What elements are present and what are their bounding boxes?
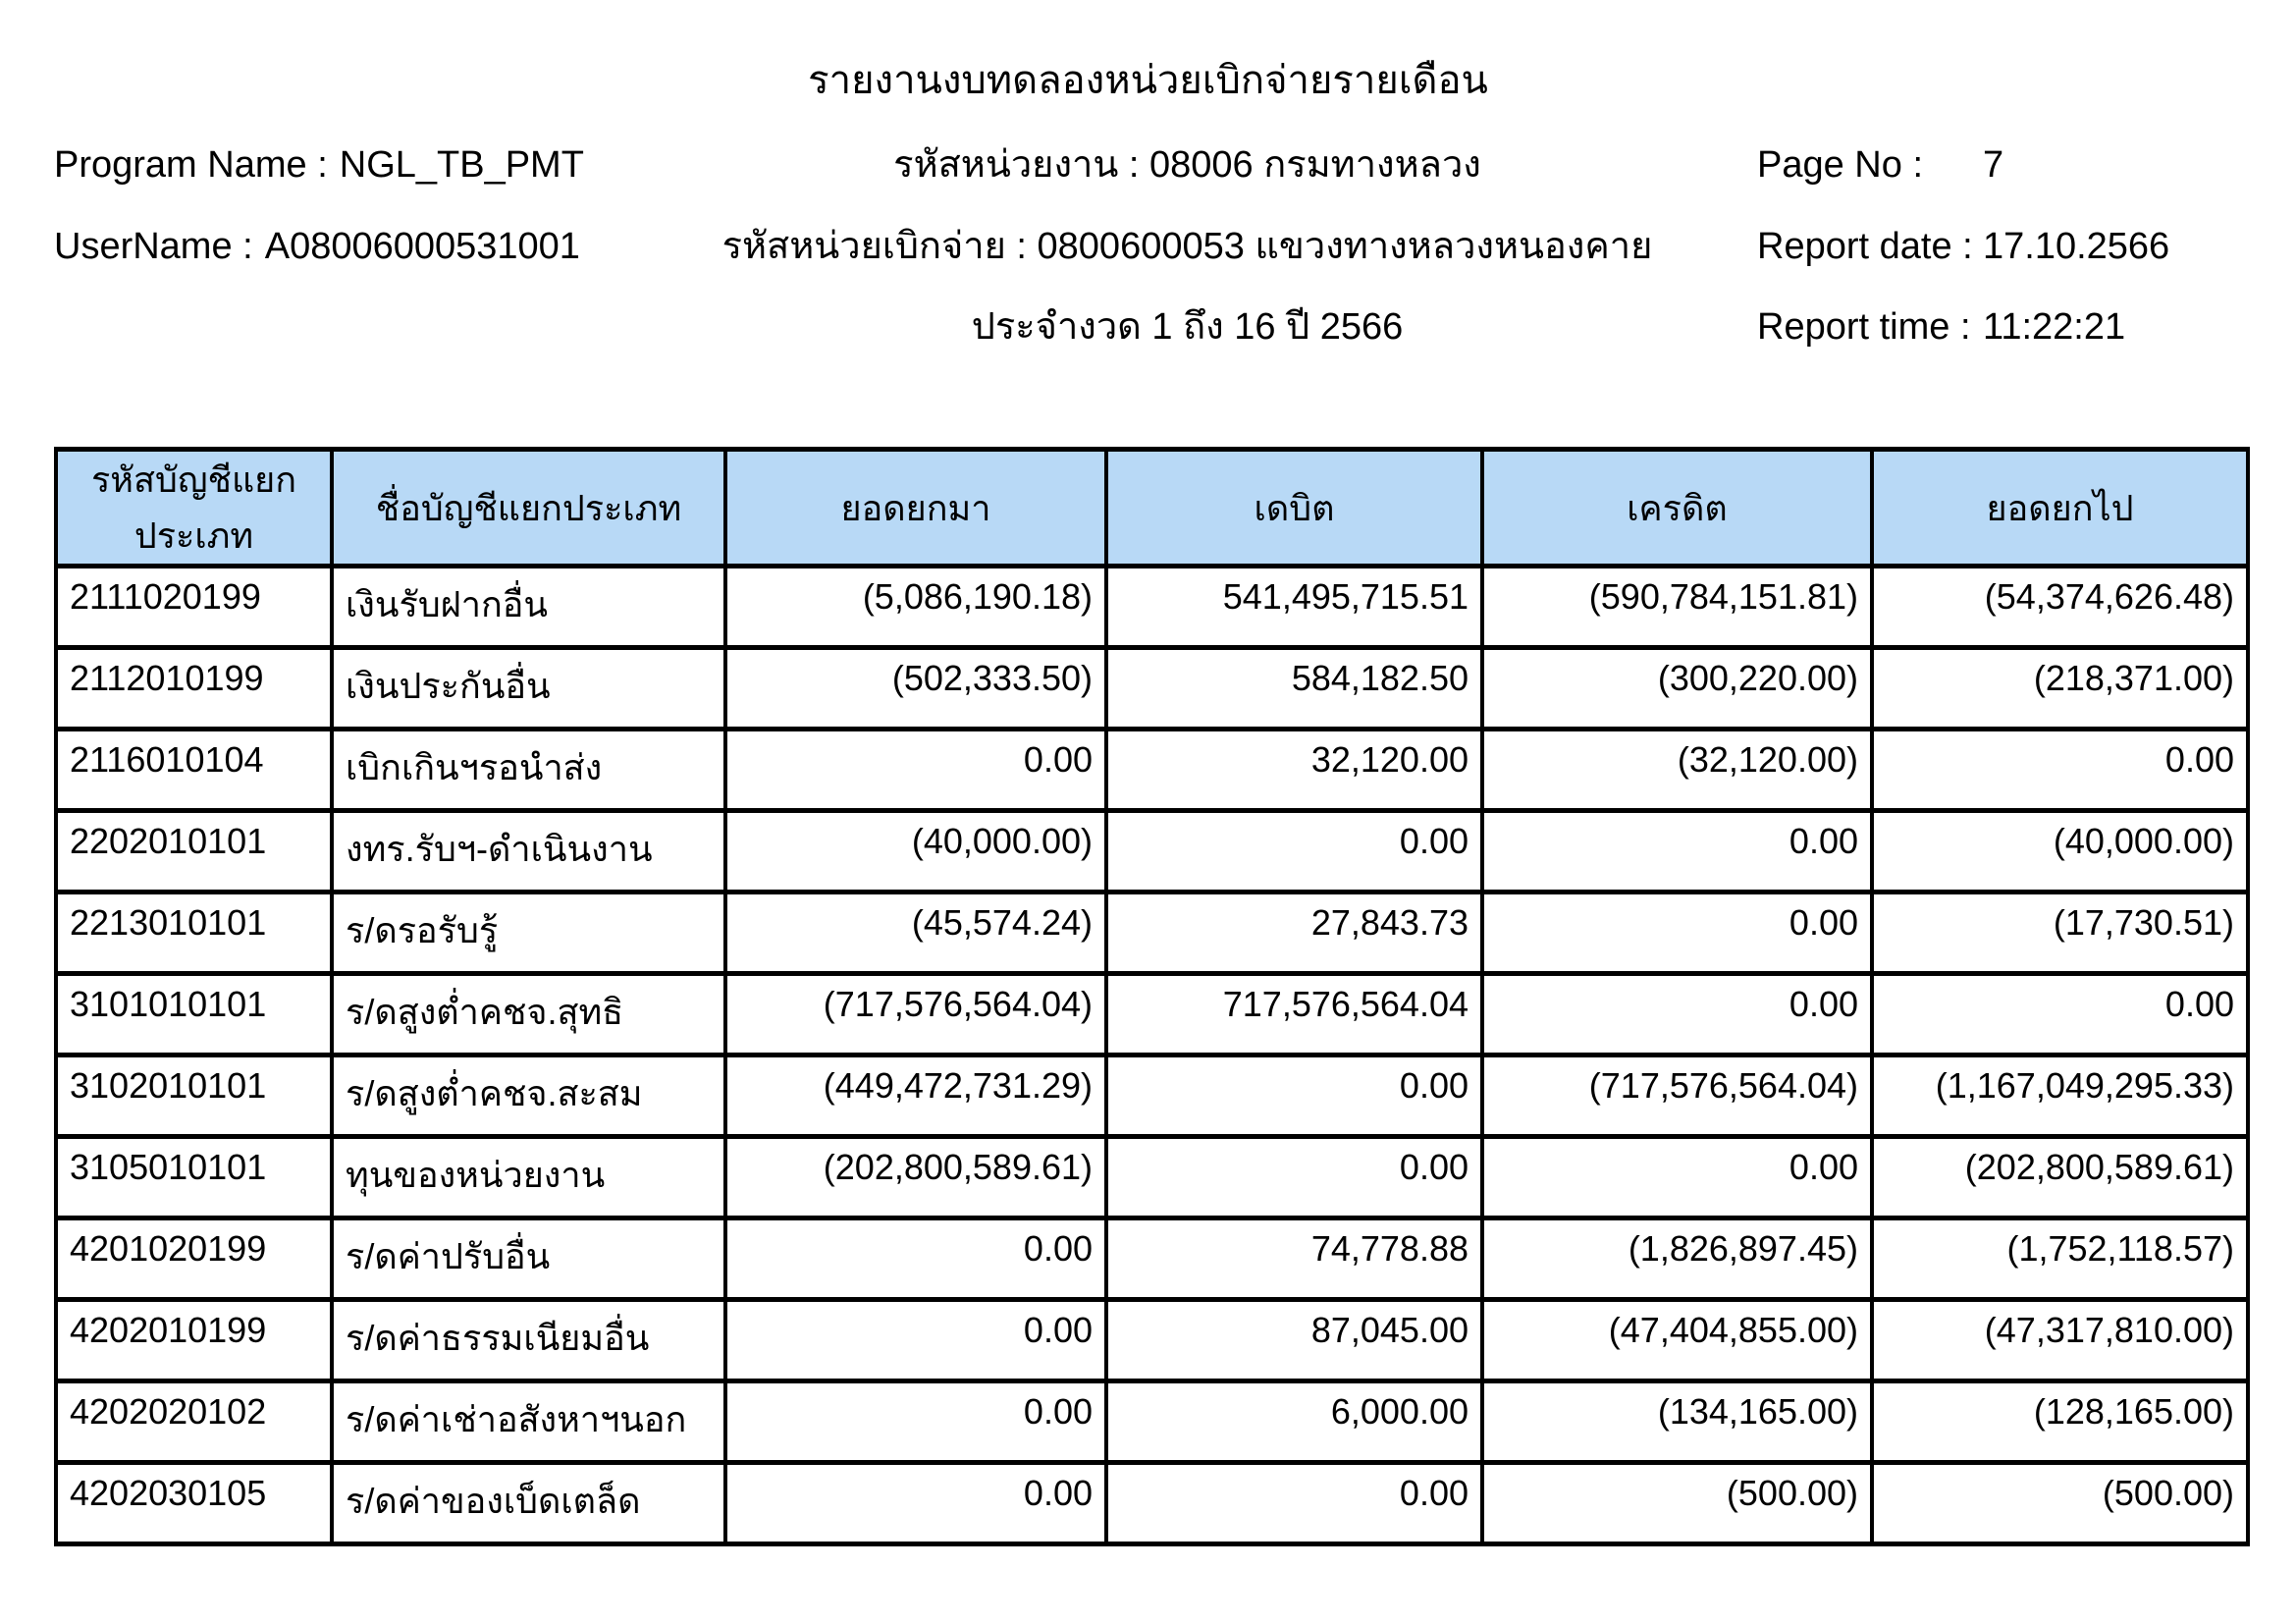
- col-header-opening-balance: ยอดยกมา: [725, 450, 1106, 567]
- report-date-label: Report date :: [1757, 226, 1973, 267]
- col-header-credit: เครดิต: [1482, 450, 1872, 567]
- debit-cell: 0.00: [1106, 1463, 1482, 1544]
- table-row: [56, 1463, 2248, 1544]
- report-time-label: Report time :: [1757, 306, 1971, 348]
- account-code-cell: 3101010101: [56, 974, 332, 1055]
- closing-balance-cell: (40,000.00): [1872, 811, 2248, 893]
- opening-balance-cell: (449,472,731.29): [725, 1055, 1106, 1137]
- table-body: [56, 567, 2248, 1544]
- table-row: [56, 974, 2248, 1055]
- credit-cell: 0.00: [1482, 893, 1872, 974]
- col-header-debit: เดบิต: [1106, 450, 1482, 567]
- opening-balance-cell: 0.00: [725, 1381, 1106, 1463]
- report-time-value: 11:22:21: [1983, 306, 2126, 348]
- period-line: ประจำงวด 1 ถึง 16 ปี 2566: [971, 306, 1404, 348]
- debit-cell: 32,120.00: [1106, 730, 1482, 811]
- account-code-cell: 2202010101: [56, 811, 332, 893]
- account-name-cell: เงินรับฝากอื่น: [332, 567, 725, 648]
- opening-balance-cell: (45,574.24): [725, 893, 1106, 974]
- credit-cell: 0.00: [1482, 811, 1872, 893]
- table-row: [56, 730, 2248, 811]
- debit-cell: 87,045.00: [1106, 1300, 1482, 1381]
- table-header-row: [56, 450, 2248, 567]
- account-code-cell: 2213010101: [56, 893, 332, 974]
- account-code-cell: 4202010199: [56, 1300, 332, 1381]
- closing-balance-cell: (500.00): [1872, 1463, 2248, 1544]
- account-name-cell: เงินประกันอื่น: [332, 648, 725, 730]
- page-no-label: Page No :: [1757, 144, 1923, 186]
- account-code-cell: 3102010101: [56, 1055, 332, 1137]
- credit-cell: (300,220.00): [1482, 648, 1872, 730]
- opening-balance-cell: 0.00: [725, 1218, 1106, 1300]
- debit-cell: 74,778.88: [1106, 1218, 1482, 1300]
- page-title: รายงานงบทดลองหน่วยเบิกจ่ายรายเดือน: [808, 59, 1488, 102]
- table-row: [56, 567, 2248, 648]
- credit-cell: (590,784,151.81): [1482, 567, 1872, 648]
- credit-cell: (717,576,564.04): [1482, 1055, 1872, 1137]
- closing-balance-cell: 0.00: [1872, 730, 2248, 811]
- debit-cell: 541,495,715.51: [1106, 567, 1482, 648]
- credit-cell: 0.00: [1482, 1137, 1872, 1218]
- account-code-cell: 2116010104: [56, 730, 332, 811]
- table-row: [56, 1381, 2248, 1463]
- closing-balance-cell: (47,317,810.00): [1872, 1300, 2248, 1381]
- credit-cell: (134,165.00): [1482, 1381, 1872, 1463]
- table-row: [56, 1218, 2248, 1300]
- credit-cell: (1,826,897.45): [1482, 1218, 1872, 1300]
- closing-balance-cell: (1,752,118.57): [1872, 1218, 2248, 1300]
- credit-cell: 0.00: [1482, 974, 1872, 1055]
- account-code-cell: 4202030105: [56, 1463, 332, 1544]
- closing-balance-cell: (218,371.00): [1872, 648, 2248, 730]
- credit-cell: (47,404,855.00): [1482, 1300, 1872, 1381]
- credit-cell: (32,120.00): [1482, 730, 1872, 811]
- account-name-cell: ร/ดค่าปรับอื่น: [332, 1218, 725, 1300]
- closing-balance-cell: 0.00: [1872, 974, 2248, 1055]
- closing-balance-cell: (54,374,626.48): [1872, 567, 2248, 648]
- closing-balance-cell: (128,165.00): [1872, 1381, 2248, 1463]
- debit-cell: 6,000.00: [1106, 1381, 1482, 1463]
- debit-cell: 0.00: [1106, 811, 1482, 893]
- program-name-label: Program Name :: [54, 144, 328, 186]
- account-code-cell: 4202020102: [56, 1381, 332, 1463]
- agency-code-line: รหัสหน่วยงาน : 08006 กรมทางหลวง: [893, 144, 1481, 186]
- col-header-closing-balance: ยอดยกไป: [1872, 450, 2248, 567]
- opening-balance-cell: 0.00: [725, 730, 1106, 811]
- account-code-cell: 4201020199: [56, 1218, 332, 1300]
- report-date-value: 17.10.2566: [1983, 226, 2170, 267]
- table-row: [56, 1300, 2248, 1381]
- account-name-cell: ร/ดสูงต่ำคชจ.สะสม: [332, 1055, 725, 1137]
- col-header-account-code: รหัสบัญชีแยกประเภท: [56, 450, 332, 567]
- closing-balance-cell: (17,730.51): [1872, 893, 2248, 974]
- account-name-cell: ร/ดสูงต่ำคชจ.สุทธิ: [332, 974, 725, 1055]
- opening-balance-cell: (717,576,564.04): [725, 974, 1106, 1055]
- table-row: [56, 811, 2248, 893]
- account-code-cell: 2112010199: [56, 648, 332, 730]
- page-no-value: 7: [1983, 144, 2004, 186]
- account-code-cell: 2111020199: [56, 567, 332, 648]
- debit-cell: 717,576,564.04: [1106, 974, 1482, 1055]
- table-row: [56, 648, 2248, 730]
- opening-balance-cell: (502,333.50): [725, 648, 1106, 730]
- username-label: UserName :: [54, 226, 253, 267]
- account-name-cell: ร/ดรอรับรู้: [332, 893, 725, 974]
- account-name-cell: ร/ดค่าเช่าอสังหาฯนอก: [332, 1381, 725, 1463]
- account-name-cell: ทุนของหน่วยงาน: [332, 1137, 725, 1218]
- closing-balance-cell: (1,167,049,295.33): [1872, 1055, 2248, 1137]
- account-name-cell: ร/ดค่าของเบ็ดเตล็ด: [332, 1463, 725, 1544]
- closing-balance-cell: (202,800,589.61): [1872, 1137, 2248, 1218]
- account-name-cell: งทร.รับฯ-ดำเนินงาน: [332, 811, 725, 893]
- opening-balance-cell: (202,800,589.61): [725, 1137, 1106, 1218]
- account-name-cell: ร/ดค่าธรรมเนียมอื่น: [332, 1300, 725, 1381]
- trial-balance-table: [54, 447, 2250, 1546]
- opening-balance-cell: 0.00: [725, 1300, 1106, 1381]
- username-value: A08006000531001: [264, 226, 580, 267]
- debit-cell: 0.00: [1106, 1055, 1482, 1137]
- credit-cell: (500.00): [1482, 1463, 1872, 1544]
- account-code-cell: 3105010101: [56, 1137, 332, 1218]
- debit-cell: 27,843.73: [1106, 893, 1482, 974]
- table-row: [56, 1137, 2248, 1218]
- program-name-value: NGL_TB_PMT: [339, 144, 584, 186]
- debit-cell: 584,182.50: [1106, 648, 1482, 730]
- disbursement-unit-line: รหัสหน่วยเบิกจ่าย : 0800600053 แขวงทางหลวงหนองคาย: [721, 226, 1653, 267]
- table-row: [56, 1055, 2248, 1137]
- col-header-account-name: ชื่อบัญชีแยกประเภท: [332, 450, 725, 567]
- opening-balance-cell: (40,000.00): [725, 811, 1106, 893]
- debit-cell: 0.00: [1106, 1137, 1482, 1218]
- opening-balance-cell: (5,086,190.18): [725, 567, 1106, 648]
- account-name-cell: เบิกเกินฯรอนำส่ง: [332, 730, 725, 811]
- trial-balance-table-container: [54, 447, 2246, 1546]
- opening-balance-cell: 0.00: [725, 1463, 1106, 1544]
- table-row: [56, 893, 2248, 974]
